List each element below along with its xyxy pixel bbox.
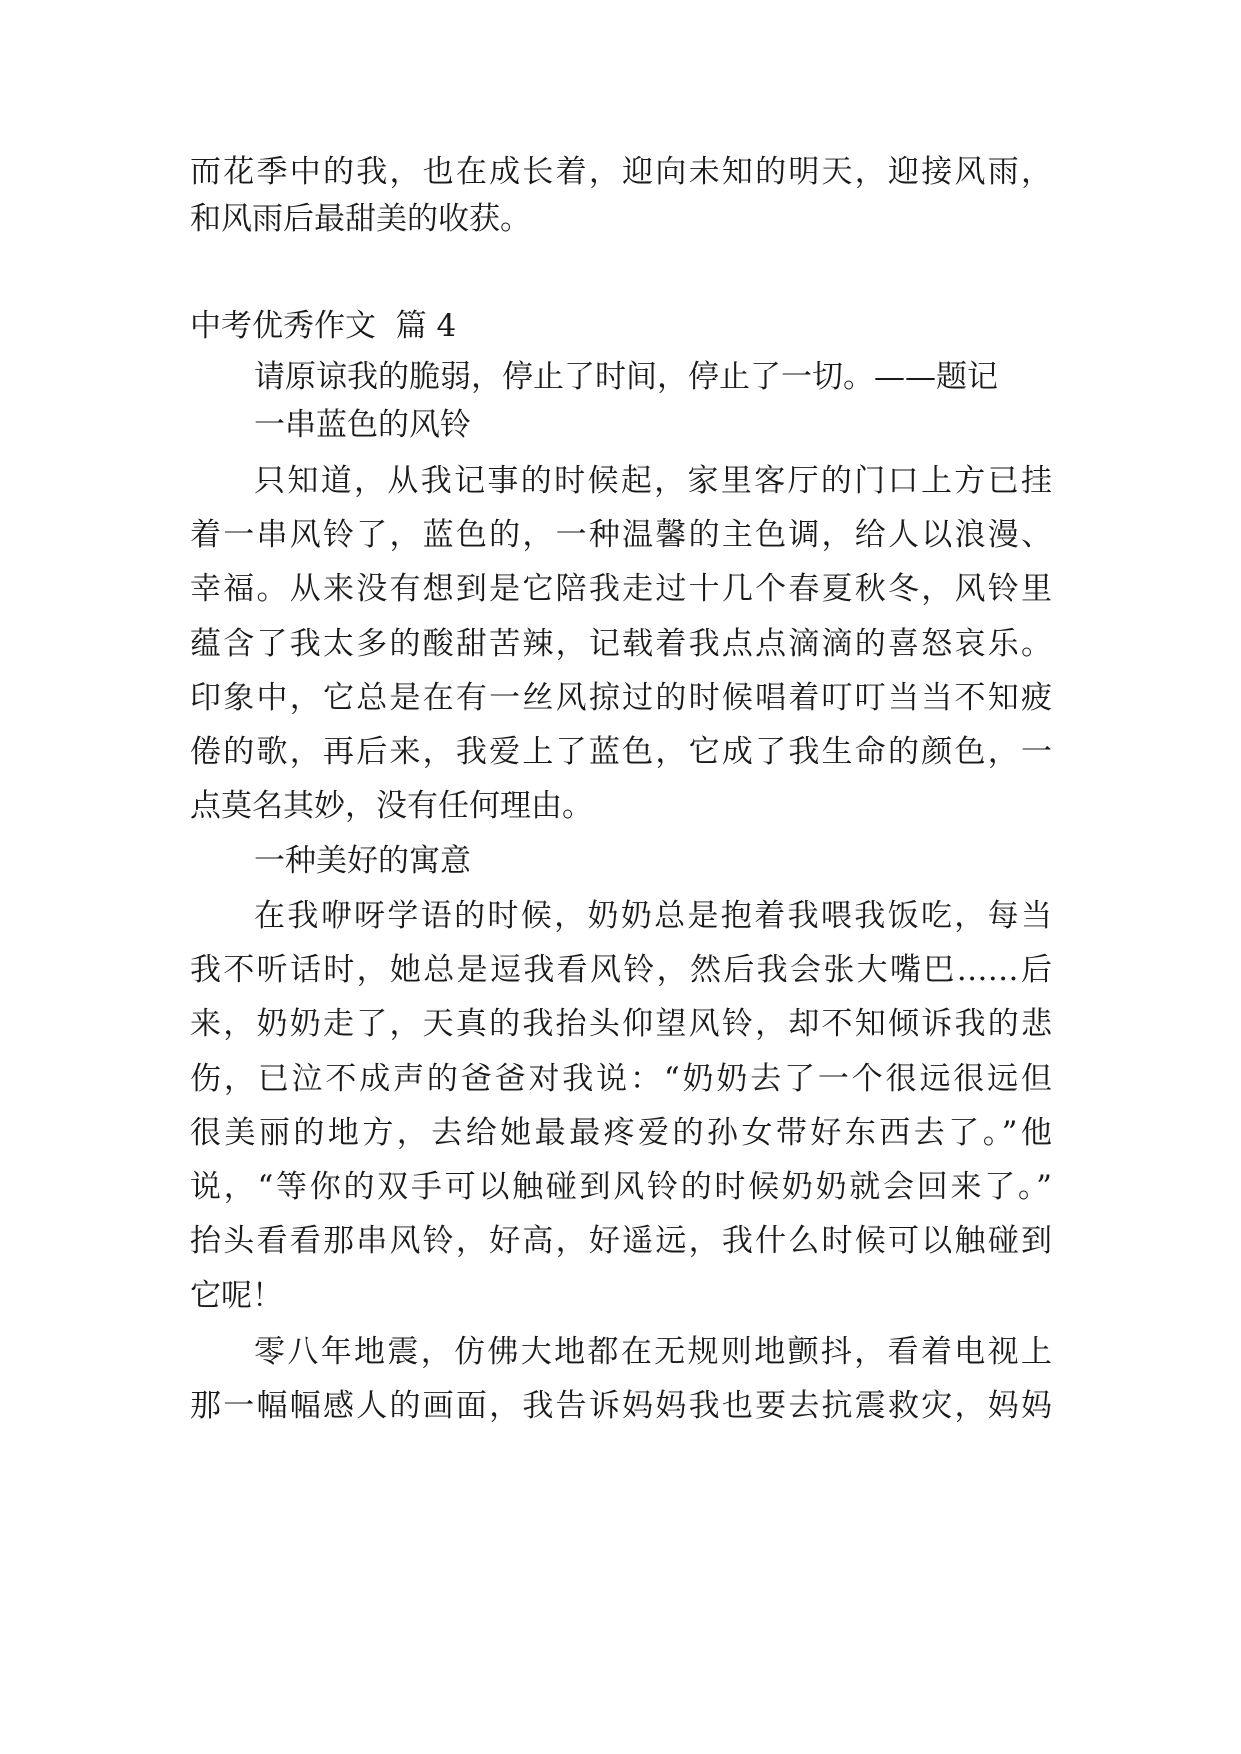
paragraph-2-line-3: 来，奶奶走了，天真的我抬头仰望风铃，却不知倾诉我的悲 bbox=[190, 1006, 1052, 1042]
paragraph-2-line-4: 伤，已泣不成声的爸爸对我说：“奶奶去了一个很远很远但 bbox=[190, 1061, 1052, 1097]
paragraph-1-line-7: 点莫名其妙，没有任何理由。 bbox=[190, 788, 593, 824]
paragraph-2-line-1: 在我咿呀学语的时候，奶奶总是抱着我喂我饭吃，每当 bbox=[254, 898, 1052, 934]
intro-line-1: 而花季中的我，也在成长着，迎向未知的明天，迎接风雨， bbox=[190, 154, 1052, 190]
intro-line-2: 和风雨后最甜美的收获。 bbox=[190, 201, 531, 237]
paragraph-1-line-1: 只知道，从我记事的时候起，家里客厅的门口上方已挂 bbox=[254, 463, 1052, 499]
section-heading: 中考优秀作文 篇 4 bbox=[190, 308, 457, 344]
paragraph-1-line-5: 印象中，它总是在有一丝风掠过的时候唱着叮叮当当不知疲 bbox=[190, 680, 1052, 716]
paragraph-2-line-8: 它呢！ bbox=[190, 1278, 283, 1314]
paragraph-1-line-6: 倦的歌，再后来，我爱上了蓝色，它成了我生命的颜色，一 bbox=[190, 734, 1052, 770]
paragraph-1-line-3: 幸福。从来没有想到是它陪我走过十几个春夏秋冬，风铃里 bbox=[190, 571, 1052, 607]
paragraph-1-line-2: 着一串风铃了，蓝色的，一种温馨的主色调，给人以浪漫、 bbox=[190, 517, 1052, 553]
paragraph-1-line-4: 蕴含了我太多的酸甜苦辣，记载着我点点滴滴的喜怒哀乐。 bbox=[190, 626, 1052, 662]
subtitle-beautiful-meaning: 一种美好的寓意 bbox=[254, 843, 471, 879]
paragraph-2-line-7: 抬头看看那串风铃，好高，好遥远，我什么时候可以触碰到 bbox=[190, 1223, 1052, 1259]
paragraph-2-line-2: 我不听话时，她总是逗我看风铃，然后我会张大嘴巴……后 bbox=[190, 952, 1052, 988]
paragraph-3-line-1: 零八年地震，仿佛大地都在无规则地颤抖，看着电视上 bbox=[254, 1334, 1052, 1370]
paragraph-2-line-6: 说，“等你的双手可以触碰到风铃的时候奶奶就会回来了。” bbox=[190, 1169, 1052, 1205]
epigraph: 请原谅我的脆弱，停止了时间，停止了一切。——题记 bbox=[254, 359, 998, 395]
subtitle-blue-wind-chime: 一串蓝色的风铃 bbox=[254, 407, 471, 443]
paragraph-3-line-2: 那一幅幅感人的画面，我告诉妈妈我也要去抗震救灾，妈妈 bbox=[190, 1388, 1052, 1424]
paragraph-2-line-5: 很美丽的地方，去给她最最疼爱的孙女带好东西去了。”他 bbox=[190, 1115, 1052, 1151]
